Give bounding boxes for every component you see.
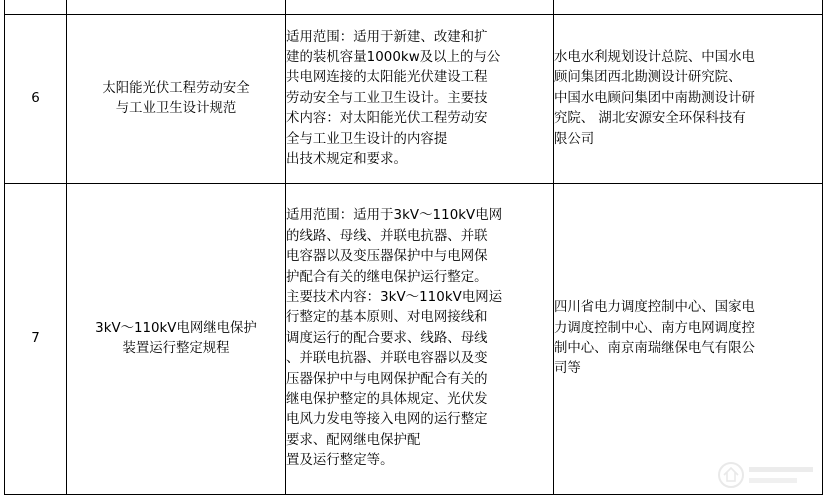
row-number: 6 [5, 15, 67, 184]
scope-line: 调度运行的配合要求、线路、母线 [286, 330, 488, 346]
scope-line: 劳动安全与工业卫生设计。主要技 [286, 90, 488, 106]
scope-line: 要求、配网继电保护配 [286, 432, 421, 448]
standards-table [4, 0, 823, 495]
top-cell [5, 0, 67, 15]
scope-line: 全与工业卫生设计的内容提 [286, 131, 448, 147]
top-cell [554, 0, 823, 15]
org-line: 力调度控制中心、南方电网调度控 [554, 320, 755, 336]
scope-line: 电风力发电等接入电网的运行整定 [286, 412, 488, 428]
scope-line: 主要技术内容：3kV～110kV电网运 [286, 289, 503, 305]
org-line: 顾问集团西北勘测设计研究院、 [554, 70, 742, 86]
top-cell [67, 0, 286, 15]
scope-line: 、并联电抗器、并联电容器以及变 [286, 351, 488, 367]
org-line: 水电水利规划设计总院、中国水电 [554, 49, 755, 65]
scope-line: 建的装机容量1000kw及以上的与公 [286, 49, 501, 65]
table-row [5, 15, 823, 184]
standard-name-line: 与工业卫生设计规范 [115, 101, 237, 116]
scope-line: 继电保护整定的具体规定、光伏发 [286, 392, 488, 408]
scope-line: 压器保护中与电网保护配合有关的 [286, 371, 488, 387]
scope-line: 术内容：对太阳能光伏工程劳动安 [286, 111, 488, 127]
top-cell [286, 0, 554, 15]
standard-name-line: 3kV～110kV电网继电保护 [95, 320, 257, 336]
scope-content [286, 184, 554, 495]
standard-name-line: 装置运行整定规程 [122, 341, 230, 356]
row-number: 7 [5, 184, 67, 495]
table-row [5, 184, 823, 495]
scope-line: 的线路、母线、并联电抗器、并联 [286, 228, 488, 244]
drafting-organizations [554, 15, 823, 184]
scope-line: 行整定的基本原则、对电网接线和 [286, 310, 488, 326]
scope-line: 适用范围：适用于3kV～110kV电网 [286, 208, 503, 224]
scope-line: 共电网连接的太阳能光伏建设工程 [286, 70, 488, 86]
scope-line: 适用范围：适用于新建、改建和扩 [286, 29, 488, 45]
org-line: 制中心、南京南瑞继保电气有限公 [554, 341, 755, 356]
org-line: 究院、 湖北安源安全环保科技有 [554, 111, 746, 127]
standard-name-line: 太阳能光伏工程劳动安全 [102, 80, 250, 96]
scope-line: 置及运行整定等。 [286, 453, 394, 469]
logo-watermark-icon [717, 458, 817, 492]
org-line: 中国水电顾问集团中南勘测设计研 [554, 90, 755, 106]
scope-line: 电容器以及变压器保护中与电网保 [286, 249, 488, 265]
scope-line: 护配合有关的继电保护运行整定。 [286, 269, 488, 285]
org-line: 四川省电力调度控制中心、国家电 [554, 300, 755, 316]
table-row [5, 0, 823, 15]
scope-line: 出技术规定和要求。 [286, 152, 407, 168]
standard-name [67, 15, 286, 184]
standard-name [67, 184, 286, 495]
org-line: 司等 [554, 361, 581, 377]
scope-content [286, 15, 554, 184]
org-line: 限公司 [554, 131, 595, 147]
drafting-organizations [554, 184, 823, 495]
